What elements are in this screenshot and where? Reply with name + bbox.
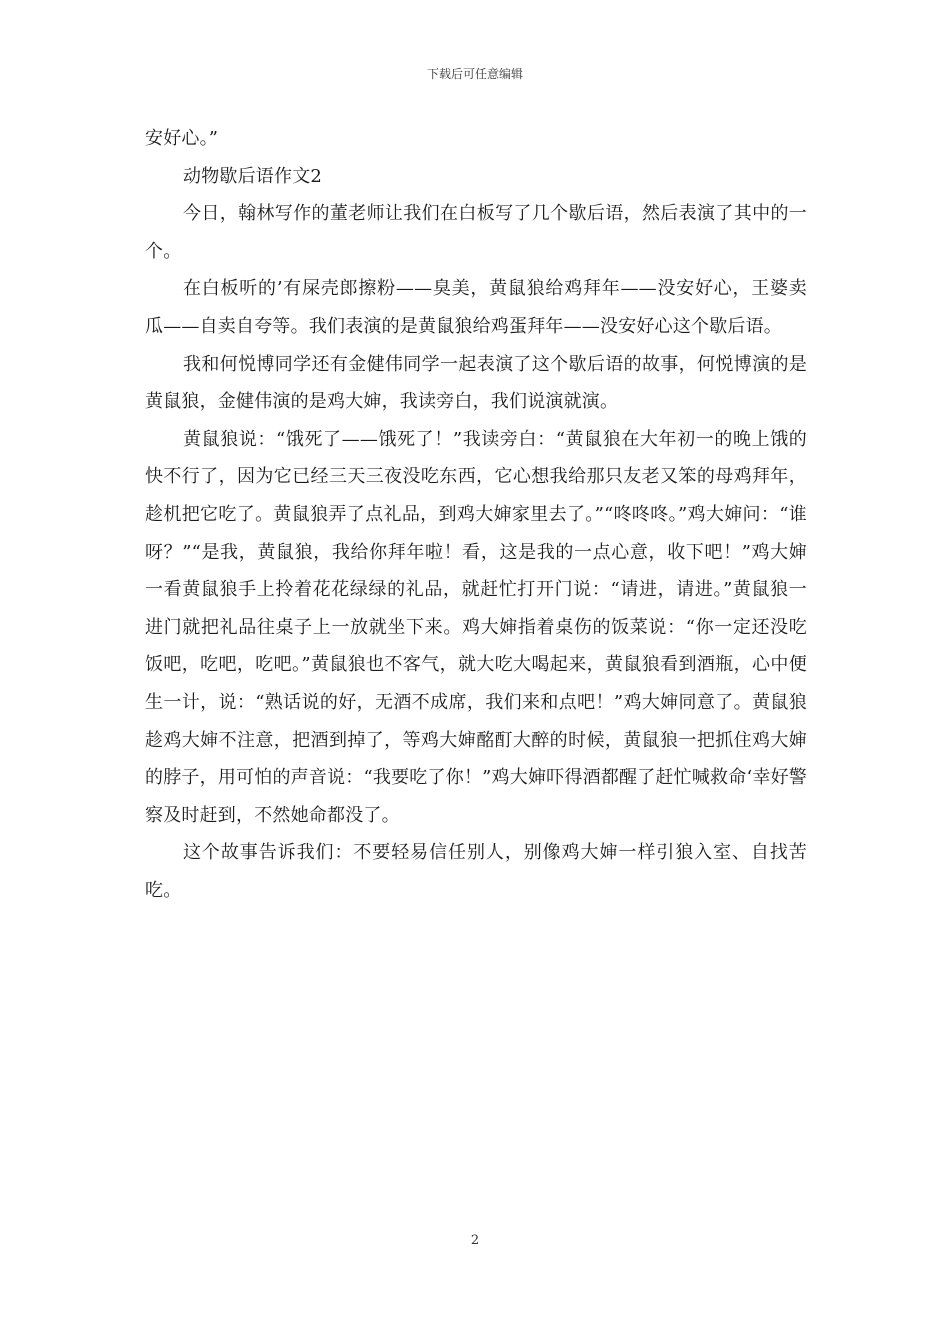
paragraph-5: 我和何悦博同学还有金健伟同学一起表演了这个歇后语的故事，何悦博演的是黄鼠狼，金健伟演的是鸡大婶，我读旁白，我们说演就演。 (145, 353, 807, 413)
section-heading: 动物歇后语作文2 (183, 165, 323, 187)
paragraph-4: 在白板听的’有屎壳郎擦粉——臭美，黄鼠狼给鸡拜年——没安好心，王婆卖瓜——自卖自夸等。我们表演的是黄鼠狼给鸡蛋拜年——没安好心这个歇后语。 (145, 278, 807, 337)
paragraph-1: 安好心。” (145, 128, 219, 149)
page-number: 2 (470, 1233, 480, 1248)
document-body (145, 120, 807, 909)
paragraph-7: 这个故事告诉我们：不要轻易信任别人，别像鸡大婶一样引狼入室、自找苦吃。 (145, 842, 807, 901)
paragraph-6: 黄鼠狼说：“饿死了——饿死了！”我读旁白：“黄鼠狼在大年初一的晚上饿的快不行了，因为它已经三天三夜没吃东西，它心想我给那只友老又笨的母鸡拜年，趁机把它吃了。黄鼠狼弄了点礼品，到鸡大婶家里去了。”“咚咚咚。”鸡大婶问：“谁呀？”“是我，黄鼠狼，我给你拜年啦！看，这是我的一点心意，收下吧！”鸡大婶一看黄鼠狼手上拎着花花绿绿的礼品，就赶忙打开门说：“请进，请进。”黄鼠狼一进门就把礼品往桌子上一放就坐下来。鸡大婶指着桌伤的饭菜说：“你一定还没吃饭吧，吃吧，吃吧。”黄鼠狼也不客气，就大吃大喝起来，黄鼠狼看到酒瓶，心中便生一计，说：“熟话说的好，无酒不成席，我们来和点吧！”鸡大婶同意了。黄鼠狼趁鸡大婶不注意，把酒到掉了，等鸡大婶酩酊大醉的时候，黄鼠狼一把抓住鸡大婶的脖子，用可怕的声音说：“我要吃了你！”鸡大婶吓得酒都醒了赶忙喊救命‘幸好警察及时赶到，不然她命都没了。 (145, 428, 807, 826)
paragraph-3: 今日，翰林写作的董老师让我们在白板写了几个歇后语，然后表演了其中的一个。 (145, 203, 807, 262)
page-header: 下载后可任意编辑 (426, 67, 523, 81)
